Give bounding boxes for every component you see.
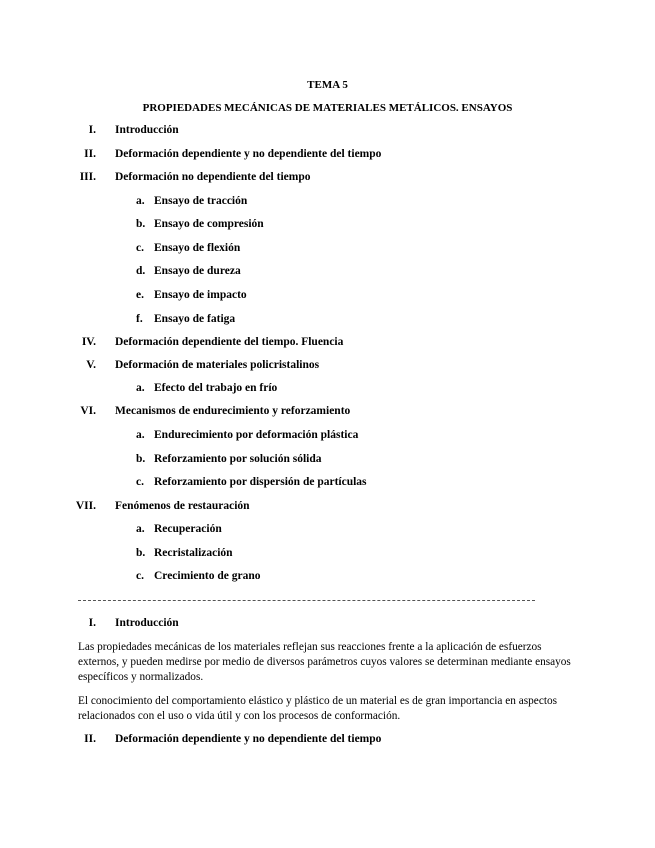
- toc-number: II.: [84, 148, 96, 160]
- toc-number: III.: [79, 171, 96, 183]
- toc-label: Mecanismos de endurecimiento y reforzamiento: [115, 405, 351, 417]
- toc-sub-label: Efecto del trabajo en frío: [154, 382, 278, 394]
- toc-sub-label: Crecimiento de grano: [154, 570, 261, 582]
- section-title: Introducción: [115, 617, 179, 629]
- toc-label: Deformación no dependiente del tiempo: [115, 171, 311, 183]
- dashed-divider: [78, 600, 535, 601]
- toc-number: VII.: [75, 500, 96, 512]
- section-title: Deformación dependiente y no dependiente del tiempo: [115, 733, 382, 745]
- toc-sub-letter: c.: [136, 570, 144, 582]
- toc-sub-letter: a.: [136, 382, 145, 394]
- toc-sub-label: Recuperación: [154, 523, 222, 535]
- toc-number: VI.: [80, 405, 96, 417]
- toc-sub-label: Ensayo de impacto: [154, 289, 247, 301]
- toc-sub-label: Reforzamiento por solución sólida: [154, 453, 322, 465]
- toc-number: IV.: [81, 336, 96, 348]
- toc-sub-letter: b.: [136, 453, 146, 465]
- toc-sub-label: Reforzamiento por dispersión de partículas: [154, 476, 367, 488]
- toc-sub-label: Ensayo de compresión: [154, 218, 264, 230]
- toc-sub-letter: c.: [136, 242, 144, 254]
- toc-label: Deformación de materiales policristalinos: [115, 359, 320, 371]
- toc-number: V.: [86, 359, 96, 371]
- toc-sub-label: Ensayo de dureza: [154, 265, 241, 277]
- toc-label: Deformación dependiente y no dependiente del tiempo: [115, 148, 382, 160]
- toc-number: I.: [88, 124, 96, 136]
- document-title: PROPIEDADES MECÁNICAS DE MATERIALES METÁLICOS. ENSAYOS: [142, 102, 513, 114]
- toc-sub-letter: e.: [136, 289, 144, 301]
- toc-sub-label: Endurecimiento por deformación plástica: [154, 429, 359, 441]
- tema-heading: TEMA 5: [307, 79, 348, 91]
- toc-sub-letter: d.: [136, 265, 146, 277]
- toc-sub-letter: a.: [136, 429, 145, 441]
- toc-sub-letter: b.: [136, 547, 146, 559]
- paragraph-behavior: El conocimiento del comportamiento elástico y plástico de un material es de gran importancia en aspectos relacionados con el uso o vida útil y con los procesos de conformación.: [78, 695, 558, 722]
- toc-sub-letter: a.: [136, 195, 145, 207]
- toc-label: Fenómenos de restauración: [115, 500, 250, 512]
- toc-sub-letter: b.: [136, 218, 146, 230]
- section-number: I.: [88, 617, 96, 629]
- paragraph-intro: Las propiedades mecánicas de los materiales reflejan sus reacciones frente a la aplicación de esfuerzos externos, y pueden medirse por medio de diversos parámetros cuyos valores se determinan mediante ensayos específicos y normalizados.: [78, 641, 571, 683]
- toc-sub-letter: a.: [136, 523, 145, 535]
- toc-sub-label: Ensayo de tracción: [154, 195, 248, 207]
- toc-sub-label: Recristalización: [154, 547, 233, 559]
- toc-sub-letter: f.: [136, 313, 143, 325]
- toc-sub-letter: c.: [136, 476, 144, 488]
- section-number: II.: [84, 733, 96, 745]
- toc-sub-label: Ensayo de fatiga: [154, 313, 236, 325]
- toc-label: Deformación dependiente del tiempo. Fluencia: [115, 336, 344, 348]
- toc-sub-label: Ensayo de flexión: [154, 242, 241, 254]
- toc-label: Introducción: [115, 124, 179, 136]
